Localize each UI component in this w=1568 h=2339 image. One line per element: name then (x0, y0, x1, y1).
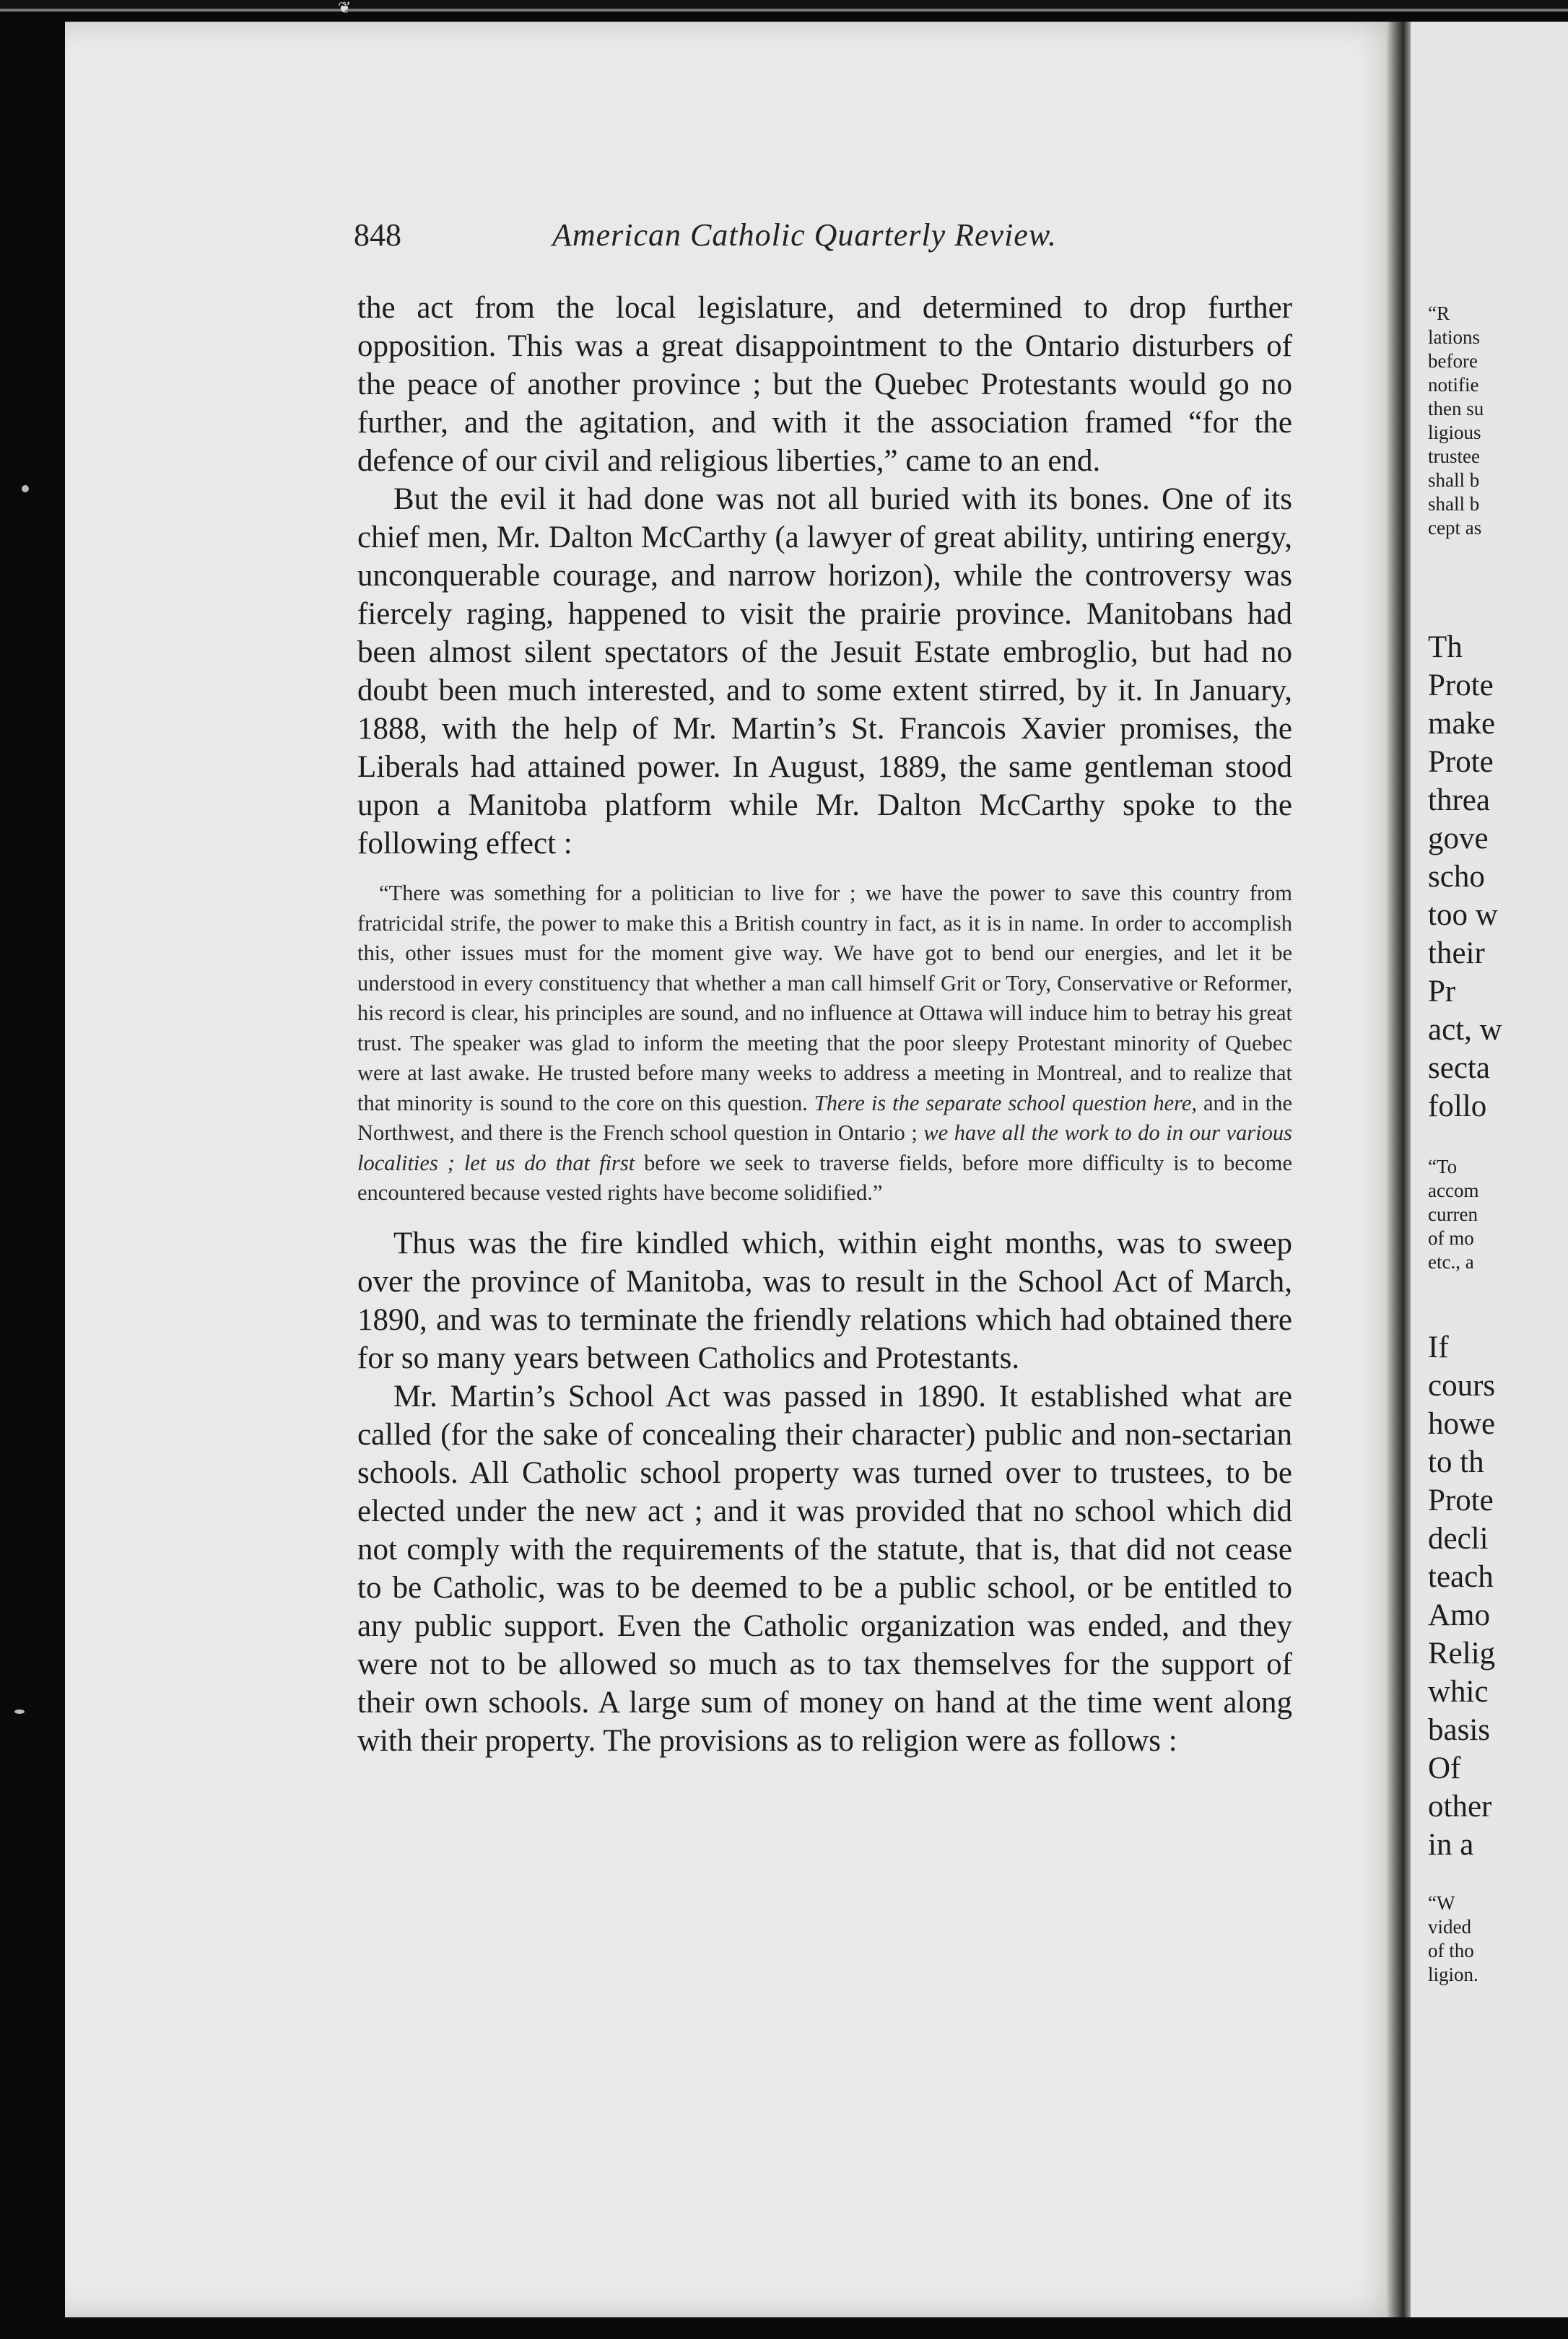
facing-line: Relig (1428, 1637, 1496, 1671)
facing-line: etc., a (1428, 1251, 1474, 1273)
facing-line: Prote (1428, 745, 1494, 779)
facing-line: basis (1428, 1713, 1490, 1747)
facing-line: lations (1428, 326, 1480, 348)
paragraph-1: the act from the local legislature, and determined to drop further opposition. This was a great disappointment to the Ontario disturbers of the peace of another province ; but the Quebec Protestants would go no further, and the agitation, and with it the association framed “for the defence of our civil and religious liberties,” came to an end. (357, 291, 1292, 478)
paragraph-3: Thus was the fire kindled which, within eight months, was to sweep over the province of Manitoba, was to result in the School Act of March, 1890, and was to terminate the friendly relations which had obtained there for so many years between Catholics and Protestants. (357, 1226, 1292, 1375)
paragraph-2: But the evil it had done was not all buried with its bones. One of its chief men, Mr. Dalton McCarthy (a lawyer of great ability, untiring energy, unconquerable courage, and narrow horizon), while the controversy was fiercely raging, happened to visit the prairie province. Manitobans had been almost silent spectators of the Jesuit Estate embroglio, but had no doubt been much interested, and to some extent stirred, by it. In January, 1888, with the help of Mr. Martin’s St. Francois Xavier promises, the Liberals had attained power. In August, 1889, the same gentleman stood upon a Manitoba platform while Mr. Dalton McCarthy spoke to the following effect : (357, 482, 1292, 861)
quote-text-c: before we seek to traverse fields, before more difficulty is to become encountered because vested rights have become solidified.” (357, 1150, 1292, 1205)
facing-line: secta (1428, 1051, 1490, 1085)
main-text (357, 289, 1292, 1760)
facing-block-4 (1428, 1328, 1495, 1864)
facing-block-2 (1428, 628, 1502, 1125)
page-number: 848 (354, 217, 401, 253)
facing-line: Pr (1428, 975, 1456, 1009)
facing-line: threa (1428, 783, 1490, 817)
facing-line: follo (1428, 1089, 1487, 1123)
facing-line: If (1428, 1330, 1449, 1364)
facing-line: “R (1428, 302, 1450, 324)
facing-line: Of (1428, 1751, 1461, 1785)
scan-speck (14, 1709, 25, 1714)
block-quote (357, 879, 1292, 1208)
facing-line: scho (1428, 860, 1485, 894)
facing-line: trustee (1428, 445, 1480, 467)
quote-text-b: and in the Northwest, and there is the French school question in Ontario ; (357, 1090, 1292, 1145)
facing-line: before (1428, 350, 1478, 372)
facing-line: then su (1428, 398, 1484, 419)
quote-emphasis-1: There is the separate school question here, (814, 1090, 1198, 1115)
facing-line: too w (1428, 898, 1498, 932)
quote-emphasis-2: we have all the work to do in our various localities ; let us do that first (357, 1120, 1292, 1175)
facing-line: ligion. (1428, 1964, 1478, 1985)
facing-line: of tho (1428, 1940, 1474, 1961)
facing-line: Prote (1428, 668, 1494, 702)
scan-top-strip (0, 0, 1568, 17)
facing-line: notifie (1428, 374, 1479, 396)
facing-block-3 (1428, 1155, 1478, 1274)
facing-line: curren (1428, 1203, 1478, 1225)
ornament-mark: ❦ (338, 0, 352, 17)
facing-line: decli (1428, 1522, 1489, 1556)
facing-line: shall b (1428, 493, 1480, 515)
book-gutter (1386, 22, 1411, 2317)
facing-line: to th (1428, 1445, 1484, 1479)
facing-line: Prote (1428, 1484, 1494, 1517)
facing-line: of mo (1428, 1227, 1474, 1249)
scan-speck (22, 485, 29, 492)
facing-line: shall b (1428, 469, 1480, 491)
facing-line: act, w (1428, 1013, 1502, 1047)
facing-line: Th (1428, 630, 1463, 664)
facing-line: their (1428, 936, 1485, 970)
facing-block-5 (1428, 1891, 1478, 1987)
facing-line: other (1428, 1790, 1492, 1824)
facing-line: howe (1428, 1407, 1496, 1441)
facing-block-1 (1428, 302, 1484, 540)
facing-line: Amo (1428, 1598, 1490, 1632)
facing-line: in a (1428, 1828, 1474, 1862)
quote-text-a: “There was something for a politician to live for ; we have the power to save this country from fratricidal strife, the power to make this a British country in fact, as it is in name. In order to accomplish this, other issues must for the moment give way. We have got to bend our energies, and let it be understood in every constituency that whether a man call himself Grit or Tory, Conservative or Reformer, his record is clear, his principles are sound, and no influence at Ottawa will induce him to betray his great trust. The speaker was glad to inform the meeting that the poor sleepy Protestant minority of Quebec were at last awake. He trusted before many weeks to address a meeting in Montreal, and to realize that that minority is sound to the core on this question. (357, 881, 1292, 1115)
right-page (1411, 22, 1568, 2317)
facing-line: accom (1428, 1180, 1479, 1201)
facing-line: make (1428, 707, 1496, 741)
facing-line: “W (1428, 1892, 1455, 1914)
journal-title: American Catholic Quarterly Review. (552, 217, 1057, 253)
facing-line: whic (1428, 1675, 1489, 1709)
facing-line: ligious (1428, 422, 1481, 443)
facing-line: gove (1428, 822, 1489, 855)
facing-line: “To (1428, 1156, 1458, 1177)
running-head (354, 217, 1292, 260)
facing-line: vided (1428, 1916, 1471, 1938)
paragraph-4: Mr. Martin’s School Act was passed in 1890. It established what are called (for the sake of concealing their character) public and non-sectarian schools. All Catholic school property was turned over to trustees, to be elected under the new act ; and it was provided that no school which did not comply with the requirements of the statute, that is, that did not cease to be Catholic, was to be deemed to be a public school, or be entitled to any public support. Even the Catholic organization was ended, and they were not to be allowed so much as to tax themselves for the support of their own schools. A large sum of money on hand at the time went along with their property. The provisions as to religion were as follows : (357, 1379, 1292, 1758)
facing-line: teach (1428, 1560, 1494, 1594)
facing-line: cept as (1428, 517, 1482, 539)
facing-line: cours (1428, 1369, 1496, 1403)
